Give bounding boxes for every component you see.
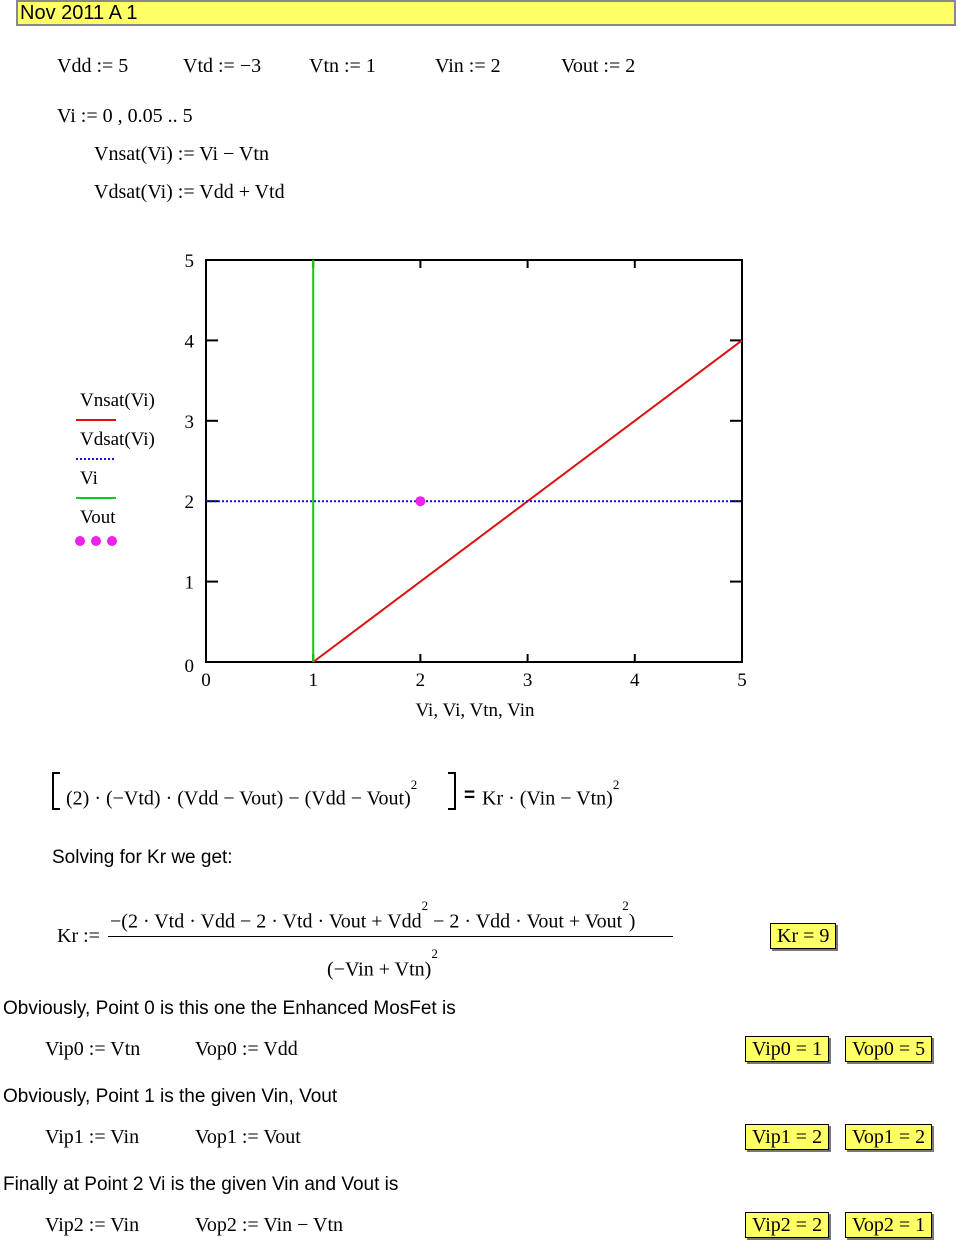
y-tick-label: 3 — [184, 411, 194, 433]
legend-label: Vdsat(Vi) — [80, 429, 155, 450]
def-vin: Vin := 2 — [435, 55, 501, 77]
vip2-result: Vip2 = 2 — [745, 1212, 829, 1238]
point1-text: Obviously, Point 1 is the given Vin, Vout — [3, 1086, 338, 1107]
x-tick-label: 1 — [308, 670, 318, 691]
legend-swatch-point — [107, 536, 117, 546]
left-bracket — [52, 772, 60, 810]
x-tick-label: 4 — [630, 670, 640, 691]
point0-text: Obviously, Point 0 is this one the Enhanced MosFet is — [3, 998, 456, 1019]
def-vi-range: Vi := 0 , 0.05 .. 5 — [57, 105, 193, 127]
legend-swatch-point — [75, 536, 85, 546]
vout-data-point — [415, 496, 425, 506]
def-vtd: Vtd := −3 — [183, 55, 262, 77]
def-vdsat: Vdsat(Vi) := Vdd + Vtd — [94, 181, 285, 203]
y-tick-label: 0 — [184, 656, 194, 677]
def-vop1: Vop1 := Vout — [195, 1126, 301, 1148]
legend-swatch-point — [91, 536, 101, 546]
vip1-result: Vip1 = 2 — [745, 1124, 829, 1150]
x-tick-label: 5 — [737, 670, 747, 691]
x-tick-label: 3 — [522, 670, 533, 691]
def-vout: Vout := 2 — [561, 55, 636, 77]
legend-label: Vnsat(Vi) — [80, 390, 155, 411]
solving-text: Solving for Kr we get: — [52, 847, 233, 868]
def-vtn: Vtn := 1 — [309, 55, 376, 77]
right-bracket — [448, 772, 456, 810]
vop2-result: Vop2 = 1 — [845, 1212, 932, 1238]
vip0-result: Vip0 = 1 — [745, 1036, 829, 1062]
def-vip1: Vip1 := Vin — [45, 1126, 140, 1148]
legend-label: Vi — [80, 468, 98, 489]
def-vop0: Vop0 := Vdd — [195, 1038, 298, 1060]
plot-border — [206, 260, 742, 662]
def-vop2: Vop2 := Vin − Vtn — [195, 1214, 344, 1236]
y-tick-label: 5 — [184, 251, 194, 272]
kr-numerator: −(2 · Vtd · Vdd − 2 · Vtd · Vout + Vdd$^2$ − 2 · Vdd · Vout + Vout$^2$) — [110, 898, 636, 933]
def-vip0: Vip0 := Vtn — [45, 1038, 141, 1060]
def-vip2: Vip2 := Vin — [45, 1214, 140, 1236]
kr-lhs: Kr := — [57, 925, 100, 947]
vop1-result: Vop1 = 2 — [845, 1124, 932, 1150]
x-tick-label: 2 — [415, 670, 426, 691]
def-vnsat: Vnsat(Vi) := Vi − Vtn — [94, 143, 269, 165]
y-tick-label: 2 — [184, 492, 194, 514]
worksheet-title: Nov 2011 A 1 — [16, 0, 956, 26]
x-tick-label: 0 — [201, 670, 211, 691]
vop0-result: Vop0 = 5 — [845, 1036, 932, 1062]
kr-result: Kr = 9 — [770, 923, 836, 949]
equation-rhs: Kr · (Vin − Vtn)$^2$ — [482, 777, 620, 810]
equation-lhs: (2) · (−Vtd) · (Vdd − Vout) − (Vdd − Vout)$^2$ — [66, 777, 418, 810]
def-vdd: Vdd := 5 — [57, 55, 129, 77]
y-tick-label: 4 — [184, 331, 194, 353]
equation-equals: = — [464, 785, 476, 806]
kr-denominator: (−Vin + Vtn)$^2$ — [327, 946, 438, 981]
plot-frame — [206, 260, 742, 662]
x-axis-label: Vi, Vi, Vtn, Vin — [415, 700, 535, 721]
legend-label: Vout — [80, 507, 116, 528]
point2-text: Finally at Point 2 Vi is the given Vin and Vout is — [3, 1174, 399, 1195]
kr-fraction-line — [108, 936, 673, 937]
y-tick-label: 1 — [184, 572, 194, 594]
